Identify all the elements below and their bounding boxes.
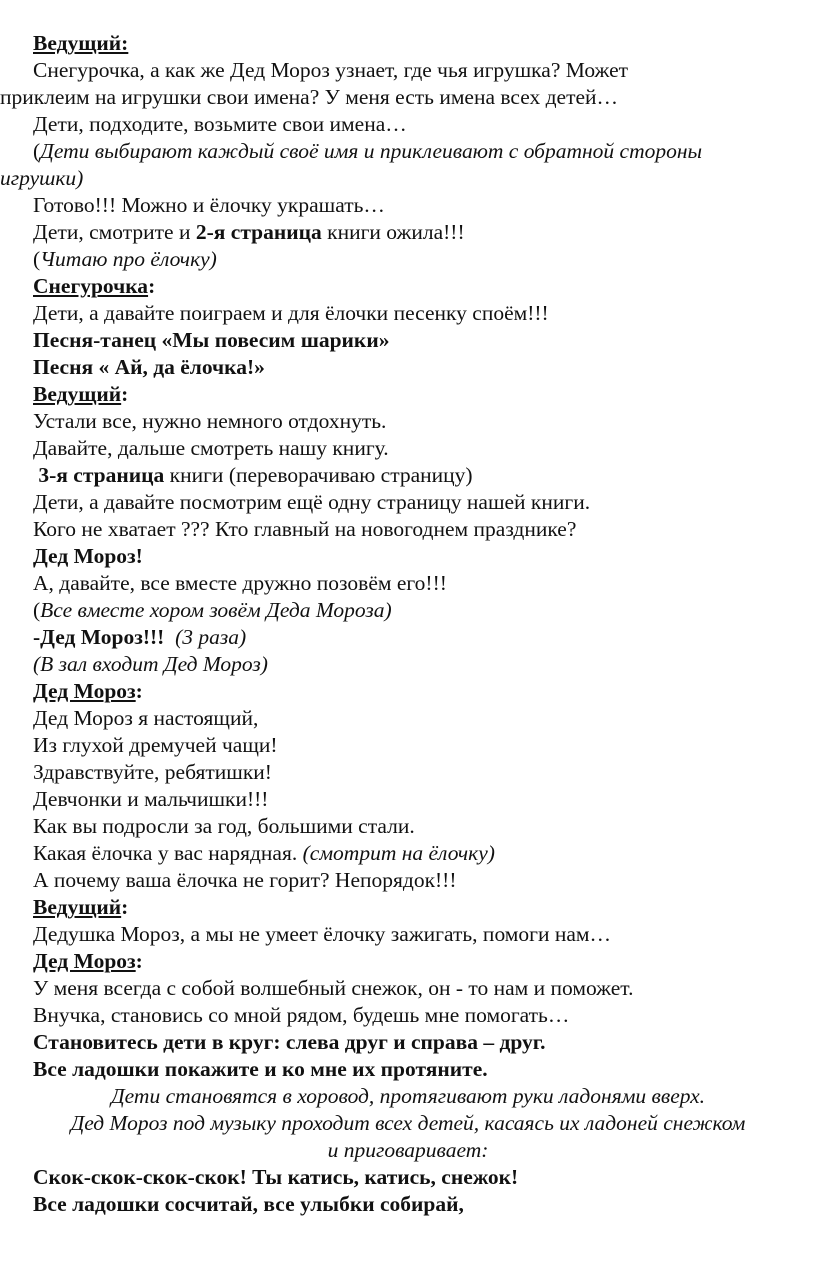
paragraph: Давайте, дальше смотреть нашу книгу. — [33, 436, 389, 460]
colon: : — [135, 679, 143, 703]
paragraph: Дети, а давайте посмотрим ещё одну страницу нашей книги. — [33, 490, 591, 514]
paragraph: Дети, а давайте поиграем и для ёлочки песенку споём!!! — [33, 301, 549, 325]
page-ref: 3-я страница — [33, 463, 165, 487]
colon: : — [121, 895, 129, 919]
speaker-host-label: Ведущий: — [33, 31, 129, 55]
paragraph: Кого не хватает ??? Кто главный на новогоднем празднике? — [33, 517, 577, 541]
paragraph — [0, 219, 816, 246]
speaker-ded-moroz — [0, 678, 816, 705]
colon: : — [148, 274, 156, 298]
stage-direction-text: (смотрит на ёлочку) — [302, 841, 495, 865]
stage-direction-centered: Дети становятся в хоровод, протягивают руки ладонями вверх. — [110, 1084, 705, 1108]
stage-direction — [0, 138, 816, 165]
paren: ( — [33, 598, 41, 622]
verse-line: Как вы подросли за год, большими стали. — [33, 814, 415, 838]
paragraph: А, давайте, все вместе дружно позовём его!!! — [33, 571, 447, 595]
speaker-name: Ведущий — [33, 895, 122, 919]
paragraph-bold: Становитесь дети в круг: слева друг и справа – друг. — [33, 1030, 546, 1054]
paragraph: Дедушка Мороз, а мы не умеет ёлочку зажигать, помоги нам… — [33, 922, 611, 946]
stage-direction-continuation: игрушки) — [0, 166, 84, 190]
repeat-note: (3 раза) — [164, 625, 247, 649]
text-run: книги ожила!!! — [321, 220, 465, 244]
verse-line: А почему ваша ёлочка не горит? Непорядок!!! — [33, 868, 457, 892]
stage-direction-text: Дети выбирают каждый своё имя и приклеивают с обратной стороны — [40, 139, 703, 163]
paragraph: Внучка, становись со мной рядом, будешь мне помогать… — [33, 1003, 570, 1027]
paragraph: Снегурочка, а как же Дед Мороз узнает, где чья игрушка? Может — [33, 58, 629, 82]
stage-direction-text: Читаю про ёлочку) — [40, 247, 217, 271]
speaker-host — [0, 894, 816, 921]
text-run: Дети, смотрите и — [33, 220, 196, 244]
paragraph: Дети, подходите, возьмите свои имена… — [33, 112, 407, 136]
call-text: -Дед Мороз!!! — [33, 625, 165, 649]
speaker-name: Ведущий — [33, 382, 122, 406]
chant-line: Скок-скок-скок-скок! Ты катись, катись, снежок! — [33, 1165, 519, 1189]
paragraph-continuation: приклеим на игрушки свои имена? У меня есть имена всех детей… — [0, 85, 619, 109]
speaker-name: Дед Мороз — [33, 679, 136, 703]
paragraph — [0, 462, 816, 489]
song-title: Песня « Ай, да ёлочка!» — [33, 355, 265, 379]
text-run: Какая ёлочка у вас нарядная. — [33, 841, 303, 865]
speaker-name: Дед Мороз — [33, 949, 136, 973]
paragraph: Готово!!! Можно и ёлочку украшать… — [33, 193, 385, 217]
stage-direction-centered: Дед Мороз под музыку проходит всех детей, касаясь их ладоней снежком — [70, 1111, 746, 1135]
speaker-snegurochka — [0, 273, 816, 300]
chant-line: Все ладошки сосчитай, все улыбки собирай, — [33, 1192, 464, 1216]
stage-direction-centered: и приговаривает: — [327, 1138, 489, 1162]
paragraph: У меня всегда с собой волшебный снежок, он - то нам и поможет. — [33, 976, 634, 1000]
verse-line: Девчонки и мальчишки!!! — [33, 787, 269, 811]
stage-direction — [0, 246, 816, 273]
verse-line: Из глухой дремучей чащи! — [33, 733, 278, 757]
paren: ( — [33, 247, 41, 271]
call-out — [0, 624, 816, 651]
verse-line — [0, 840, 816, 867]
page-ref: 2-я страница — [195, 220, 322, 244]
paragraph-bold: Дед Мороз! — [33, 544, 143, 568]
paragraph-bold: Все ладошки покажите и ко мне их протяните. — [33, 1057, 488, 1081]
colon: : — [121, 382, 129, 406]
paren: ( — [33, 139, 41, 163]
stage-direction-text: Все вместе хором зовём Деда Мороза) — [40, 598, 392, 622]
paragraph: Устали все, нужно немного отдохнуть. — [33, 409, 387, 433]
verse-line: Дед Мороз я настоящий, — [33, 706, 259, 730]
speaker-name: Снегурочка — [33, 274, 149, 298]
stage-direction: (В зал входит Дед Мороз) — [33, 652, 268, 676]
song-title: Песня-танец «Мы повесим шарики» — [33, 328, 390, 352]
stage-direction — [0, 597, 816, 624]
speaker-ded-moroz — [0, 948, 816, 975]
speaker-host — [0, 381, 816, 408]
verse-line: Здравствуйте, ребятишки! — [33, 760, 272, 784]
text-run: книги (переворачиваю страницу) — [164, 463, 473, 487]
colon: : — [135, 949, 143, 973]
